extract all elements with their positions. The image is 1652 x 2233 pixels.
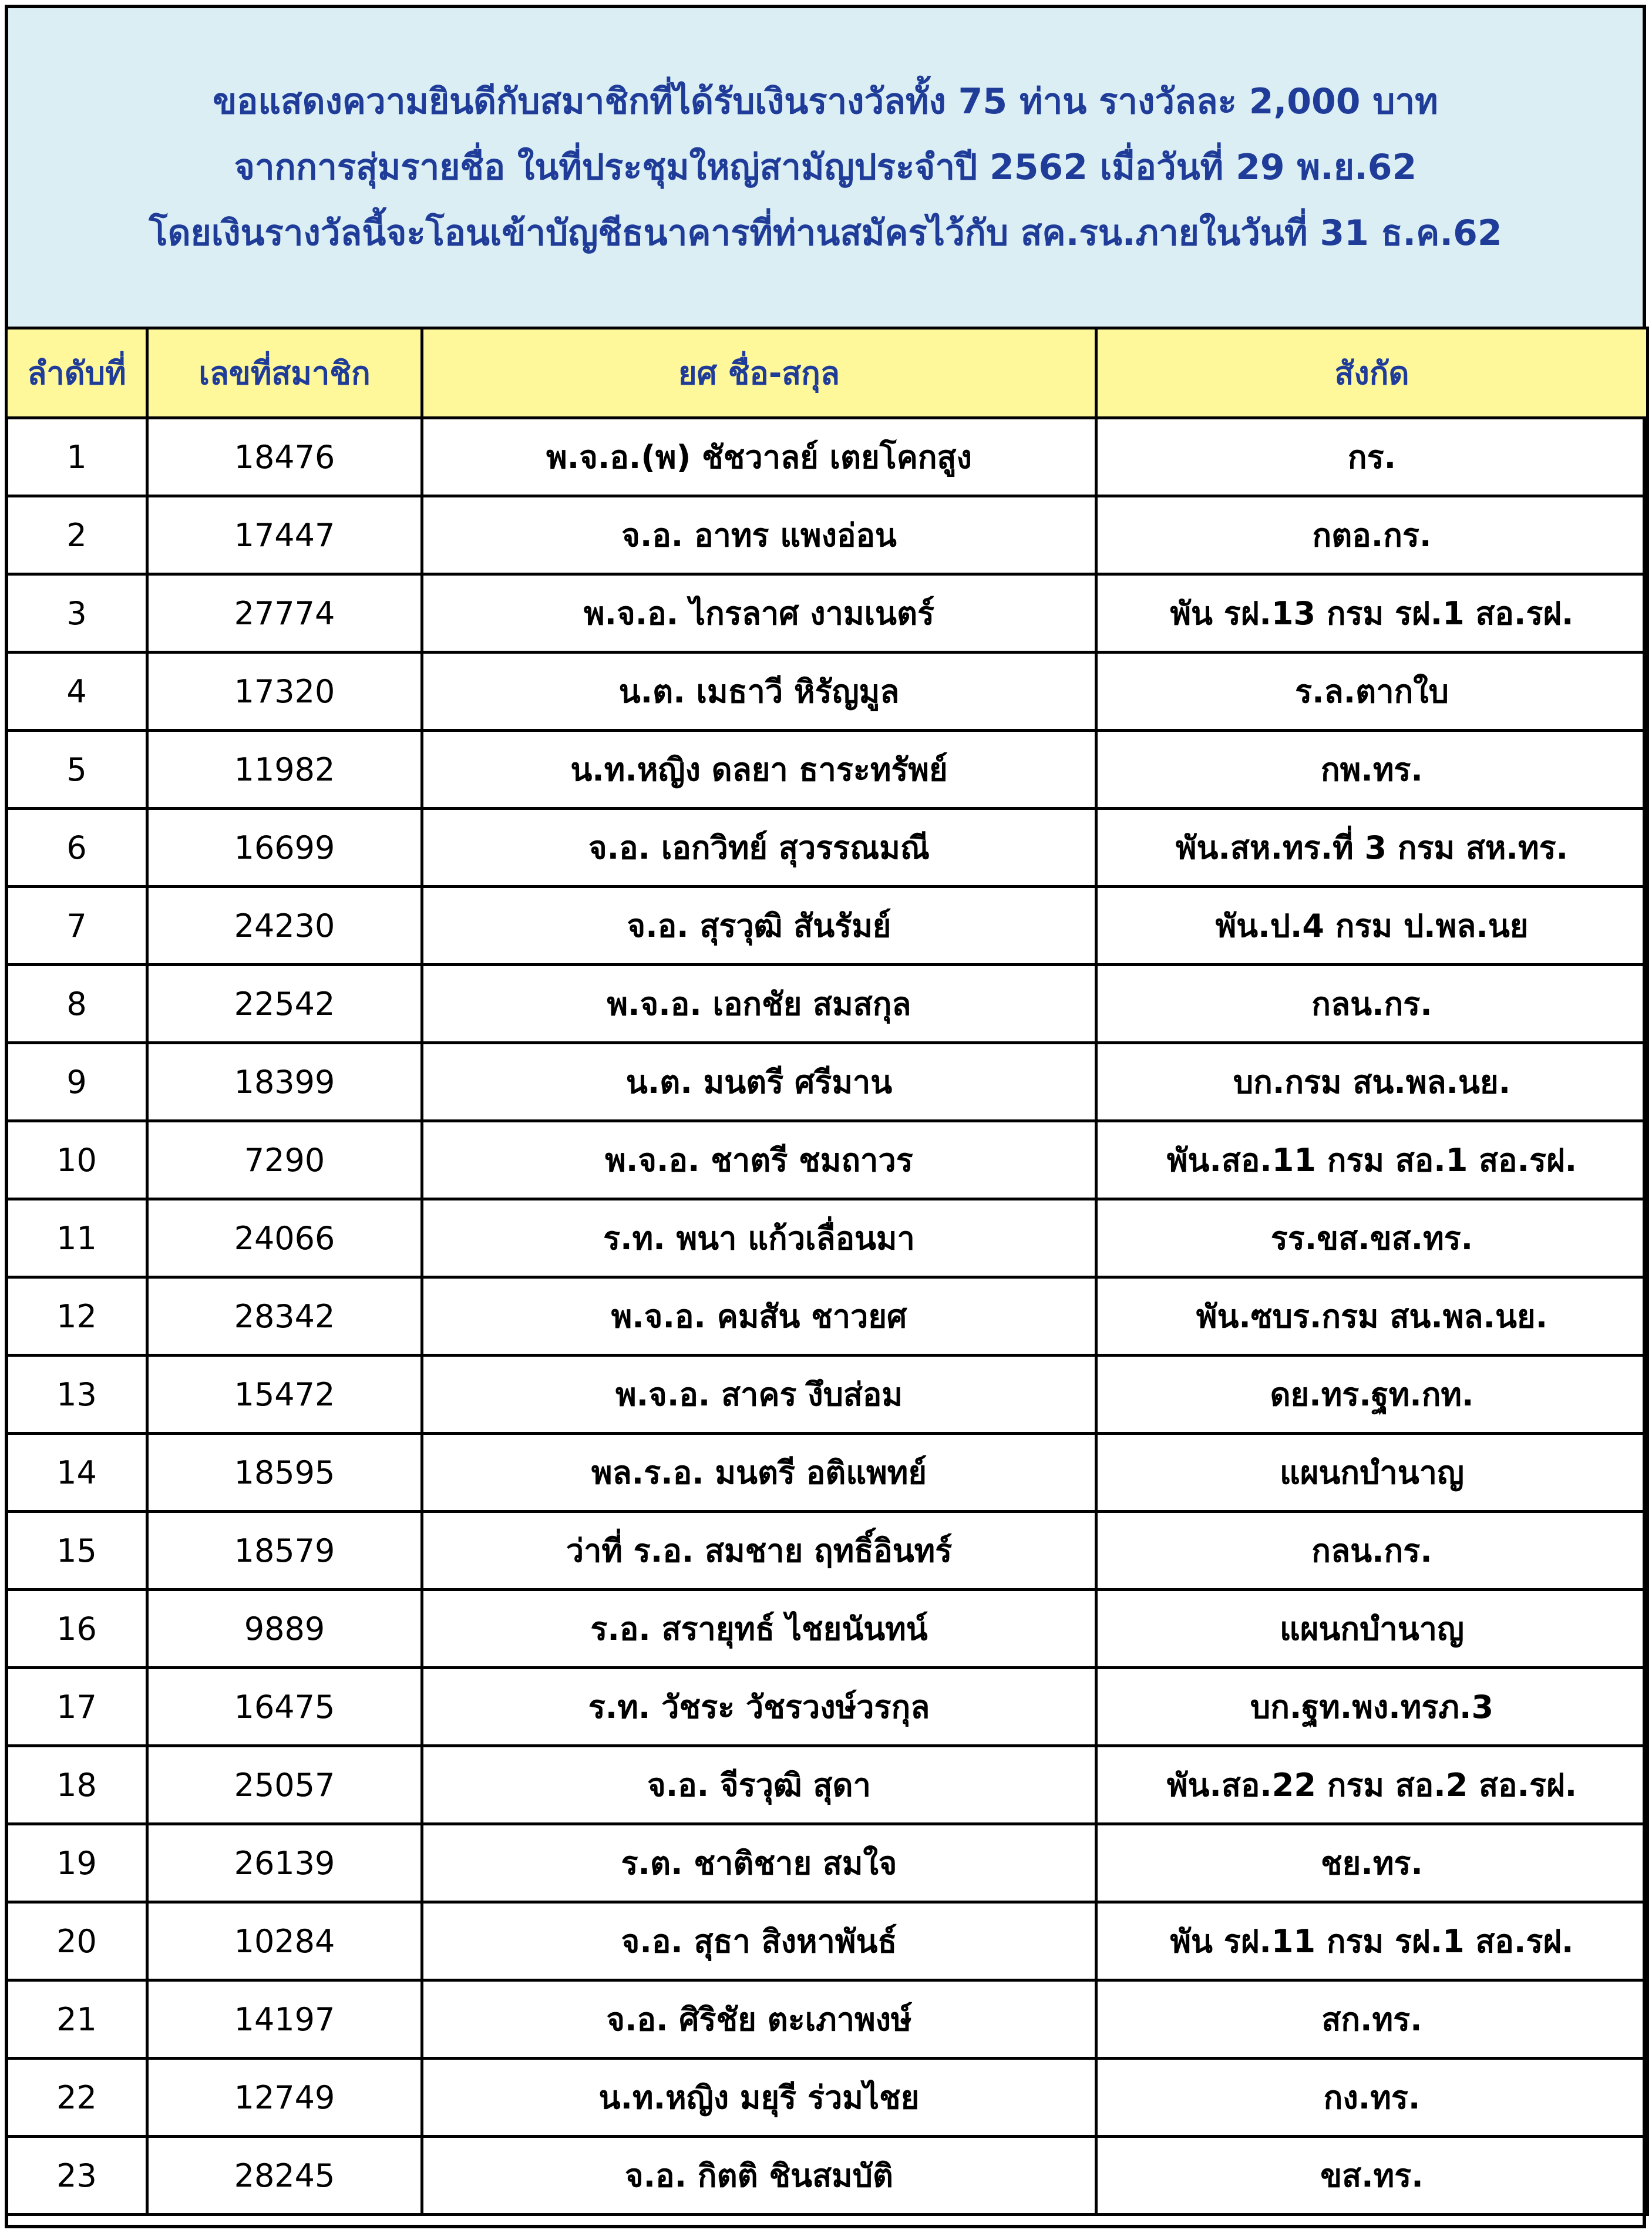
cell-unit: รร.ขส.ขส.ทร. xyxy=(1096,1199,1648,1277)
table-row xyxy=(6,496,1648,574)
cell-rank-name: ร.ท. พนา แก้วเลื่อนมา xyxy=(422,1199,1096,1277)
table-body xyxy=(6,418,1648,2215)
announcement-banner xyxy=(5,5,1646,330)
header-row xyxy=(6,328,1648,418)
cell-unit: ดย.ทร.ฐท.กท. xyxy=(1096,1356,1648,1434)
table-row xyxy=(6,574,1648,653)
cell-rank-name: ว่าที่ ร.อ. สมชาย ฤทธิ์อินทร์ xyxy=(422,1512,1096,1590)
cell-order: 18 xyxy=(6,1746,147,1824)
cell-member-id: 18399 xyxy=(147,1043,422,1121)
table-row xyxy=(6,1902,1648,1980)
cell-unit: กลน.กร. xyxy=(1096,965,1648,1043)
header-member-id: เลขที่สมาชิก xyxy=(147,328,422,418)
table-row xyxy=(6,1590,1648,1668)
cell-member-id: 25057 xyxy=(147,1746,422,1824)
table-row xyxy=(6,1746,1648,1824)
cell-unit: ชย.ทร. xyxy=(1096,1824,1648,1902)
cell-unit: กร. xyxy=(1096,418,1648,496)
cell-member-id: 11982 xyxy=(147,731,422,809)
cell-rank-name: พ.จ.อ. คมสัน ชาวยศ xyxy=(422,1277,1096,1356)
cell-rank-name: พ.จ.อ. ไกรลาศ งามเนตร์ xyxy=(422,574,1096,653)
cell-unit: แผนกบำนาญ xyxy=(1096,1590,1648,1668)
cell-order: 8 xyxy=(6,965,147,1043)
cell-unit: พัน รฝ.13 กรม รฝ.1 สอ.รฝ. xyxy=(1096,574,1648,653)
cell-order: 3 xyxy=(6,574,147,653)
cell-order: 21 xyxy=(6,1980,147,2059)
cell-unit: พัน.ซบร.กรม สน.พล.นย. xyxy=(1096,1277,1648,1356)
cell-member-id: 14197 xyxy=(147,1980,422,2059)
cell-member-id: 15472 xyxy=(147,1356,422,1434)
table-row xyxy=(6,731,1648,809)
cell-order: 20 xyxy=(6,1902,147,1980)
cell-member-id: 7290 xyxy=(147,1121,422,1199)
cell-member-id: 17320 xyxy=(147,653,422,731)
header-rank-name: ยศ ชื่อ-สกุล xyxy=(422,328,1096,418)
cell-member-id: 9889 xyxy=(147,1590,422,1668)
cell-order: 11 xyxy=(6,1199,147,1277)
cell-rank-name: น.ต. เมธาวี หิรัญมูล xyxy=(422,653,1096,731)
table-row xyxy=(6,1199,1648,1277)
banner-line-2: จากการสุ่มรายชื่อ ในที่ประชุมใหญ่สามัญประจำปี 2562 เมื่อวันที่ 29 พ.ย.62 xyxy=(234,147,1417,188)
cell-order: 7 xyxy=(6,887,147,965)
table-row xyxy=(6,1512,1648,1590)
cell-order: 14 xyxy=(6,1434,147,1512)
cell-member-id: 16475 xyxy=(147,1668,422,1746)
cell-member-id: 26139 xyxy=(147,1824,422,1902)
table-row xyxy=(6,1277,1648,1356)
cell-rank-name: ร.ท. วัชระ วัชรวงษ์วรกุล xyxy=(422,1668,1096,1746)
cell-member-id: 12749 xyxy=(147,2059,422,2137)
cell-member-id: 18476 xyxy=(147,418,422,496)
cell-order: 13 xyxy=(6,1356,147,1434)
cell-member-id: 28342 xyxy=(147,1277,422,1356)
winners-table xyxy=(5,327,1649,2216)
cell-member-id: 10284 xyxy=(147,1902,422,1980)
cell-rank-name: จ.อ. สุรวุฒิ สันรัมย์ xyxy=(422,887,1096,965)
cell-order: 9 xyxy=(6,1043,147,1121)
table-row xyxy=(6,1980,1648,2059)
header-unit: สังกัด xyxy=(1096,328,1648,418)
cell-rank-name: จ.อ. จีรวุฒิ สุดา xyxy=(422,1746,1096,1824)
header-order: ลำดับที่ xyxy=(6,328,147,418)
cell-order: 23 xyxy=(6,2137,147,2215)
cell-order: 1 xyxy=(6,418,147,496)
cell-rank-name: ร.อ. สรายุทธ์ ไชยนันทน์ xyxy=(422,1590,1096,1668)
table-header xyxy=(6,328,1648,418)
table-row xyxy=(6,2059,1648,2137)
cell-order: 12 xyxy=(6,1277,147,1356)
cell-rank-name: ร.ต. ชาติชาย สมใจ xyxy=(422,1824,1096,1902)
cell-rank-name: พ.จ.อ. เอกชัย สมสกุล xyxy=(422,965,1096,1043)
cell-rank-name: จ.อ. เอกวิทย์ สุวรรณมณี xyxy=(422,809,1096,887)
table-row xyxy=(6,2137,1648,2215)
cell-rank-name: จ.อ. อาทร แพงอ่อน xyxy=(422,496,1096,574)
cell-unit: สก.ทร. xyxy=(1096,1980,1648,2059)
table-row xyxy=(6,1043,1648,1121)
table-row xyxy=(6,1668,1648,1746)
cell-unit: กพ.ทร. xyxy=(1096,731,1648,809)
cell-rank-name: จ.อ. สุธา สิงหาพันธ์ xyxy=(422,1902,1096,1980)
cell-rank-name: พ.จ.อ. ชาตรี ชมถาวร xyxy=(422,1121,1096,1199)
table-row xyxy=(6,1356,1648,1434)
cell-member-id: 22542 xyxy=(147,965,422,1043)
cell-member-id: 24066 xyxy=(147,1199,422,1277)
cell-order: 5 xyxy=(6,731,147,809)
cell-unit: พัน.สห.ทร.ที่ 3 กรม สห.ทร. xyxy=(1096,809,1648,887)
cell-rank-name: พล.ร.อ. มนตรี อติแพทย์ xyxy=(422,1434,1096,1512)
cell-rank-name: พ.จ.อ. สาคร งึบส่อม xyxy=(422,1356,1096,1434)
table-row xyxy=(6,809,1648,887)
cell-order: 17 xyxy=(6,1668,147,1746)
table-row xyxy=(6,418,1648,496)
cell-order: 16 xyxy=(6,1590,147,1668)
cell-unit: บก.ฐท.พง.ทรภ.3 xyxy=(1096,1668,1648,1746)
cell-unit: กง.ทร. xyxy=(1096,2059,1648,2137)
cell-member-id: 27774 xyxy=(147,574,422,653)
cell-unit: บก.กรม สน.พล.นย. xyxy=(1096,1043,1648,1121)
cell-order: 6 xyxy=(6,809,147,887)
cell-unit: ขส.ทร. xyxy=(1096,2137,1648,2215)
cell-unit: กลน.กร. xyxy=(1096,1512,1648,1590)
cell-rank-name: จ.อ. กิตติ ชินสมบัติ xyxy=(422,2137,1096,2215)
cell-order: 15 xyxy=(6,1512,147,1590)
banner-line-1: ขอแสดงความยินดีกับสมาชิกที่ได้รับเงินรางวัลทั้ง 75 ท่าน รางวัลละ 2,000 บาท xyxy=(213,81,1438,122)
cell-rank-name: จ.อ. ศิริชัย ตะเภาพงษ์ xyxy=(422,1980,1096,2059)
table-row xyxy=(6,1121,1648,1199)
cell-rank-name: น.ต. มนตรี ศรีมาน xyxy=(422,1043,1096,1121)
cell-member-id: 24230 xyxy=(147,887,422,965)
cell-order: 22 xyxy=(6,2059,147,2137)
cell-unit: พัน.สอ.11 กรม สอ.1 สอ.รฝ. xyxy=(1096,1121,1648,1199)
table-row xyxy=(6,965,1648,1043)
cell-rank-name: น.ท.หญิง ดลยา ธาระทรัพย์ xyxy=(422,731,1096,809)
cell-unit: พัน.ป.4 กรม ป.พล.นย xyxy=(1096,887,1648,965)
cell-order: 4 xyxy=(6,653,147,731)
cell-unit: แผนกบำนาญ xyxy=(1096,1434,1648,1512)
cell-member-id: 18595 xyxy=(147,1434,422,1512)
table-row xyxy=(6,653,1648,731)
cell-rank-name: น.ท.หญิง มยุรี ร่วมไชย xyxy=(422,2059,1096,2137)
table-row xyxy=(6,1824,1648,1902)
table-row xyxy=(6,887,1648,965)
cell-unit: พัน รฝ.11 กรม รฝ.1 สอ.รฝ. xyxy=(1096,1902,1648,1980)
cell-order: 10 xyxy=(6,1121,147,1199)
cell-member-id: 17447 xyxy=(147,496,422,574)
cell-rank-name: พ.จ.อ.(พ) ชัชวาลย์ เตยโคกสูง xyxy=(422,418,1096,496)
cell-member-id: 28245 xyxy=(147,2137,422,2215)
banner-line-3: โดยเงินรางวัลนี้จะโอนเข้าบัญชีธนาคารที่ท่านสมัครไว้กับ สค.รน.ภายในวันที่ 31 ธ.ค.62 xyxy=(149,213,1502,254)
cell-unit: กตอ.กร. xyxy=(1096,496,1648,574)
cell-member-id: 16699 xyxy=(147,809,422,887)
cell-member-id: 18579 xyxy=(147,1512,422,1590)
cell-order: 2 xyxy=(6,496,147,574)
table-row xyxy=(6,1434,1648,1512)
cell-order: 19 xyxy=(6,1824,147,1902)
cell-unit: พัน.สอ.22 กรม สอ.2 สอ.รฝ. xyxy=(1096,1746,1648,1824)
cell-unit: ร.ล.ตากใบ xyxy=(1096,653,1648,731)
